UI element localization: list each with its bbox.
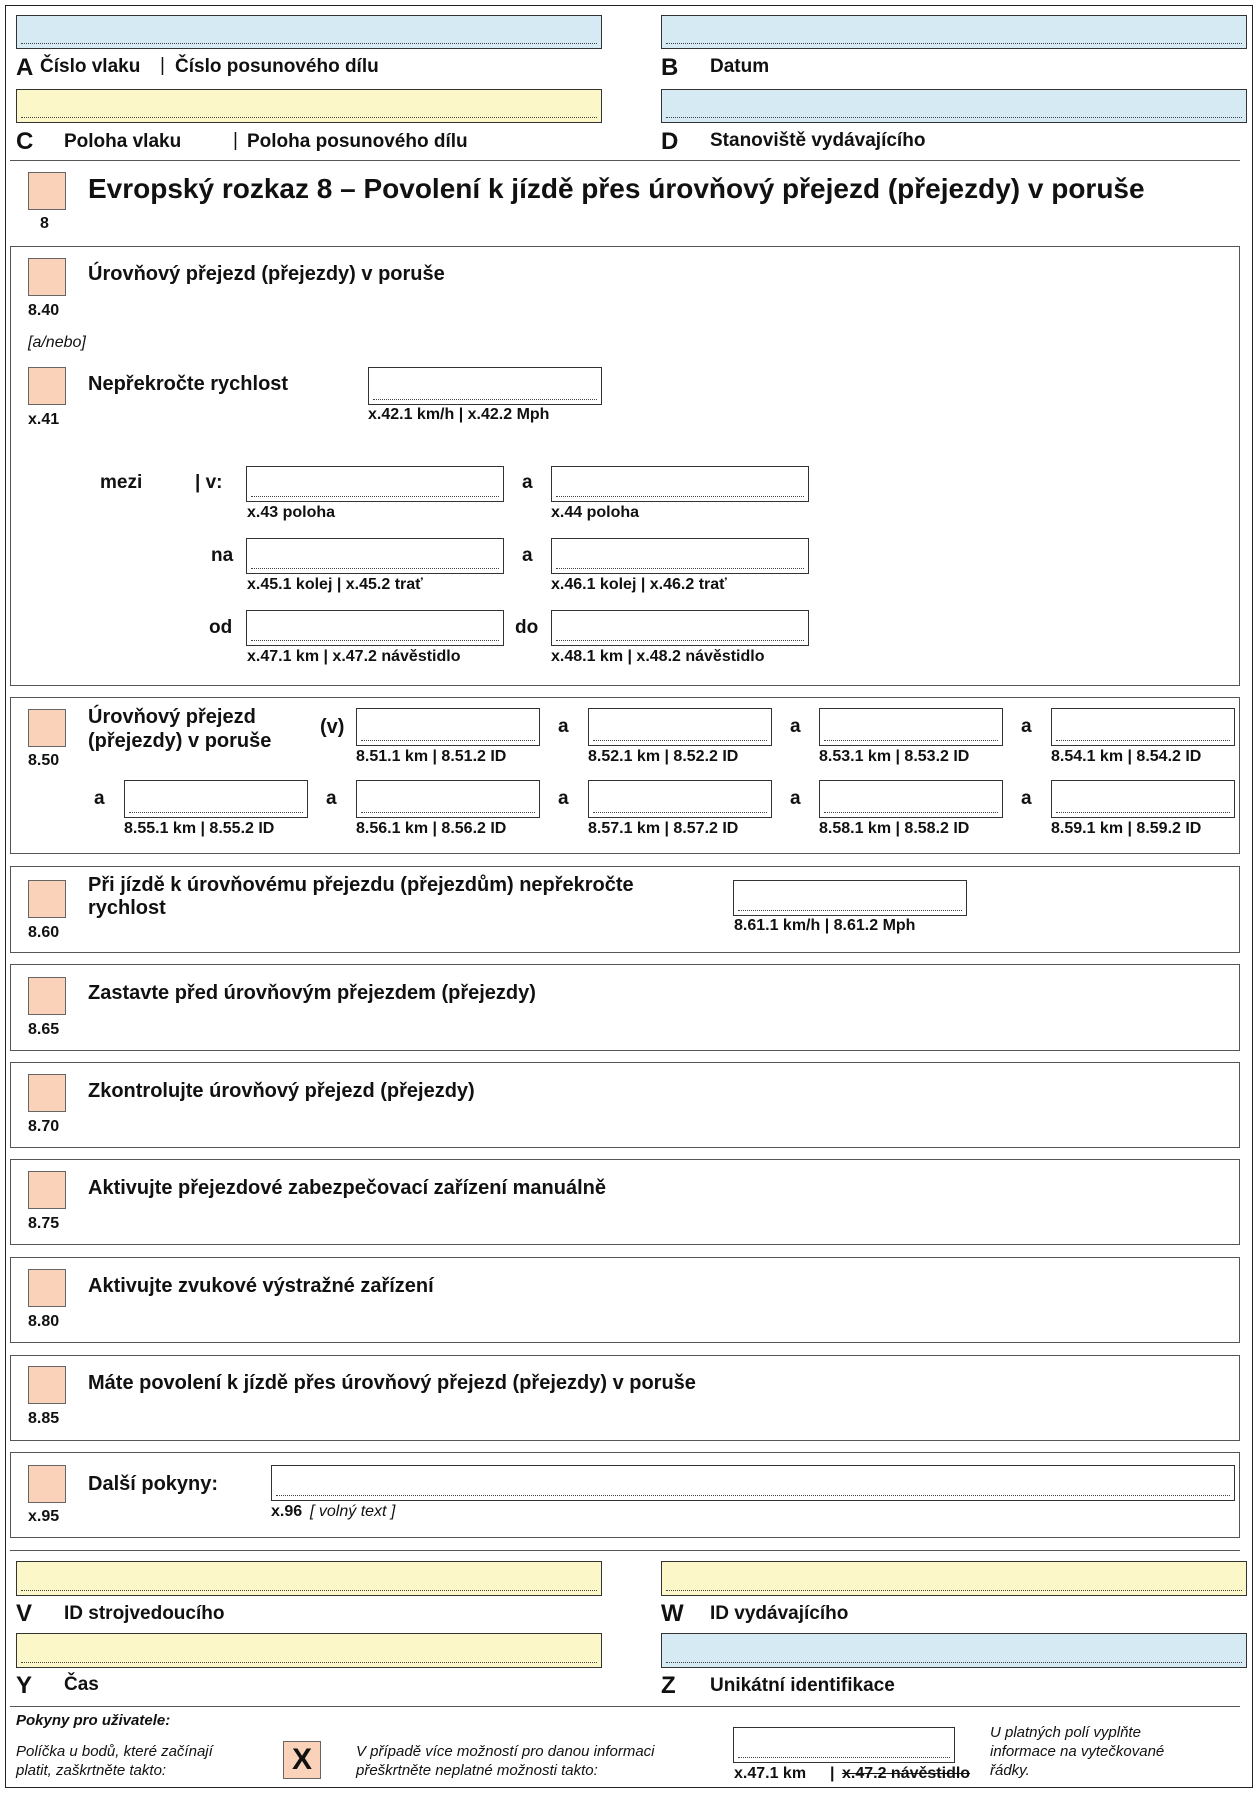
example-field [733,1727,955,1763]
to-label: do [515,617,539,638]
instructions-right-line1: U platných polí vyplňte [990,1724,1141,1741]
x45-sub: x.45.1 kolej | x.45.2 trať [247,576,423,593]
unique-id-field[interactable] [661,1633,1247,1668]
checkbox-8-70[interactable] [28,1074,66,1112]
section-8-85 [10,1355,1240,1441]
field-letter-w: W [661,1600,684,1627]
track-to-field[interactable] [551,538,809,574]
title-x-95: Další pokyny: [88,1473,219,1495]
crossing-field-8-53[interactable] [819,708,1003,746]
and-label: a [326,788,337,809]
crossing-input-8-56[interactable] [357,781,539,817]
sub-8-58: 8.58.1 km | 8.58.2 ID [819,820,970,837]
and-label: a [790,788,801,809]
crossing-field-8-55[interactable] [124,780,308,818]
train-location-label: Poloha vlaku [64,131,182,152]
instructions-mid-line1: V případě více možností pro danou informaci [356,1743,655,1760]
instructions-left-line1: Políčka u bodů, které začínají [16,1743,213,1760]
crossing-field-8-51[interactable] [356,708,540,746]
speed-limit-input[interactable] [369,368,601,404]
sub-8-59: 8.59.1 km | 8.59.2 ID [1051,820,1202,837]
footer-divider [10,1550,1240,1551]
issuer-id-input[interactable] [662,1562,1246,1595]
label-separator: | [160,55,165,76]
checkbox-8-50[interactable] [28,709,66,747]
issuer-id-field[interactable] [661,1561,1247,1596]
unique-id-input[interactable] [662,1634,1246,1667]
example-checked-checkbox [283,1741,321,1779]
code-8-75: 8.75 [28,1215,60,1232]
track-from-input[interactable] [247,539,503,573]
title-8-50-line2: (přejezdy) v poruše [88,730,272,752]
date-input[interactable] [662,16,1246,48]
instructions-mid-line2: přeškrtněte neplatné možnosti takto: [356,1762,598,1779]
crossing-input-8-52[interactable] [589,709,771,745]
crossing-input-8-54[interactable] [1052,709,1234,745]
free-text-sub-text: [ volný text ] [310,1503,396,1520]
and-label: a [522,472,533,493]
date-label: Datum [710,56,770,77]
order-8-code: 8 [40,215,49,232]
crossing-input-8-55[interactable] [125,781,307,817]
section-8-75 [10,1159,1240,1245]
instructions-divider [10,1706,1240,1707]
section-8-80 [10,1257,1240,1343]
issuer-post-field[interactable] [661,89,1247,123]
driver-id-input[interactable] [17,1562,601,1595]
instructions-right-line3: řádky. [990,1762,1030,1779]
date-field[interactable] [661,15,1247,49]
crossing-input-8-53[interactable] [820,709,1002,745]
time-input[interactable] [17,1634,601,1667]
km-signal-from-input[interactable] [247,611,503,645]
page-title: Evropský rozkaz 8 – Povolení k jízdě přes úrovňový přejezd (přejezdy) v poruše [88,173,1145,204]
unique-id-label: Unikátní identifikace [710,1675,895,1696]
title-8-60-line2: rychlost [88,897,166,919]
train-location-field[interactable] [16,89,602,123]
between-label: mezi [100,472,143,493]
driver-id-label: ID strojvedoucího [64,1603,225,1624]
header-divider [10,160,1240,161]
crossing-field-8-58[interactable] [819,780,1003,818]
example-sub-km: x.47.1 km [734,1765,807,1782]
from-label: od [209,617,233,638]
track-to-input[interactable] [552,539,808,573]
and-label: a [558,716,569,737]
code-x-95: x.95 [28,1508,60,1525]
title-8-60-line1: Při jízdě k úrovňovému přejezdu (přejezdům) nepřekročte [88,874,634,896]
shunting-unit-location-label: Poloha posunového dílu [247,131,468,152]
code-8-40: 8.40 [28,302,60,319]
time-label: Čas [64,1674,99,1695]
x44-sub: x.44 poloha [551,504,640,521]
x47-sub: x.47.1 km | x.47.2 návěstidlo [247,648,461,665]
sub-8-53: 8.53.1 km | 8.53.2 ID [819,748,970,765]
time-field[interactable] [16,1633,602,1668]
instructions-left-line2: platit, zaškrtněte takto: [16,1762,167,1779]
title-8-70: Zkontrolujte úrovňový přejezd (přejezdy) [88,1080,475,1102]
title-8-50-line1: Úrovňový přejezd [88,706,256,728]
code-8-80: 8.80 [28,1313,60,1330]
sub-8-56: 8.56.1 km | 8.56.2 ID [356,820,507,837]
and-or-note: [a/nebo] [28,334,86,351]
km-signal-from-field[interactable] [246,610,504,646]
sub-8-54: 8.54.1 km | 8.54.2 ID [1051,748,1202,765]
and-label: a [1021,788,1032,809]
crossing-field-8-59[interactable] [1051,780,1235,818]
x48-sub: x.48.1 km | x.48.2 návěstidlo [551,648,765,665]
field-letter-b: B [661,54,679,81]
free-text-sub-code: x.96 [271,1503,303,1520]
sub-8-52: 8.52.1 km | 8.52.2 ID [588,748,739,765]
field-letter-a: A [16,54,34,81]
code-8-85: 8.85 [28,1410,60,1427]
km-signal-to-input[interactable] [552,611,808,645]
sub-8-51: 8.51.1 km | 8.51.2 ID [356,748,507,765]
x-mark-icon: X [291,1743,312,1776]
in-label-8-50: (v) [320,716,345,738]
checkbox-x-41[interactable] [28,367,66,405]
x46-sub: x.46.1 kolej | x.46.2 trať [551,576,727,593]
code-x-41: x.41 [28,411,60,428]
title-8-65: Zastavte před úrovňovým přejezdem (přejezdy) [88,982,536,1004]
section-8-65 [10,964,1240,1051]
checkbox-8-75[interactable] [28,1171,66,1209]
title-8-40: Úrovňový přejezd (přejezdy) v poruše [88,263,445,285]
example-sub-signal-struck: x.47.2 návěstidlo [842,1765,971,1782]
checkbox-8-80[interactable] [28,1269,66,1307]
checkbox-x-95[interactable] [28,1465,66,1503]
field-letter-v: V [16,1600,33,1627]
field-letter-z: Z [661,1672,676,1699]
code-8-65: 8.65 [28,1021,60,1038]
train-location-input[interactable] [17,90,601,122]
crossing-input-8-58[interactable] [820,781,1002,817]
code-8-70: 8.70 [28,1118,60,1135]
km-signal-to-field[interactable] [551,610,809,646]
location-from-input[interactable] [247,467,503,501]
crossing-field-8-57[interactable] [588,780,772,818]
instructions-heading: Pokyny pro uživatele: [16,1712,171,1729]
train-number-label: Číslo vlaku [40,56,141,77]
checkbox-8-40[interactable] [28,258,66,296]
order-8-checkbox[interactable] [28,172,66,210]
and-label: a [790,716,801,737]
crossing-field-8-54[interactable] [1051,708,1235,746]
shunting-unit-number-label: Číslo posunového dílu [175,56,379,77]
issuer-id-label: ID vydávajícího [710,1603,849,1624]
issuer-post-input[interactable] [662,90,1246,122]
and-label: a [94,788,105,809]
in-label: | v: [195,472,223,493]
free-text-input[interactable] [272,1466,1234,1500]
label-separator: | [233,130,238,151]
crossing-input-8-59[interactable] [1052,781,1234,817]
crossing-field-8-56[interactable] [356,780,540,818]
title-8-85: Máte povolení k jízdě přes úrovňový přejezd (přejezdy) v poruše [88,1372,696,1394]
field-letter-d: D [661,128,679,155]
and-label: a [522,545,533,566]
title-x-41: Nepřekročte rychlost [88,373,289,395]
instructions-right-line2: informace na vytečkované [990,1743,1165,1760]
track-from-field[interactable] [246,538,504,574]
location-to-input[interactable] [552,467,808,501]
section-8-70 [10,1062,1240,1148]
crossing-field-8-52[interactable] [588,708,772,746]
and-label: a [558,788,569,809]
checkbox-8-85[interactable] [28,1366,66,1404]
code-8-50: 8.50 [28,752,60,769]
crossing-speed-input[interactable] [734,881,966,915]
driver-id-field[interactable] [16,1561,602,1596]
free-text-field[interactable] [271,1465,1235,1501]
field-letter-c: C [16,128,34,155]
issuer-post-label: Stanoviště vydávajícího [710,130,926,151]
sub-8-55: 8.55.1 km | 8.55.2 ID [124,820,275,837]
crossing-speed-field[interactable] [733,880,967,916]
example-sub-separator: | [830,1765,835,1782]
location-to-field[interactable] [551,466,809,502]
and-label: a [1021,716,1032,737]
crossing-input-8-51[interactable] [357,709,539,745]
title-8-75: Aktivujte přejezdové zabezpečovací zařízení manuálně [88,1177,606,1199]
sub-8-61: 8.61.1 km/h | 8.61.2 Mph [734,917,916,934]
checkbox-8-60[interactable] [28,880,66,918]
field-letter-y: Y [16,1672,33,1699]
crossing-input-8-57[interactable] [589,781,771,817]
title-8-80: Aktivujte zvukové výstražné zařízení [88,1275,434,1297]
sub-8-57: 8.57.1 km | 8.57.2 ID [588,820,739,837]
train-number-field[interactable] [16,15,602,49]
code-8-60: 8.60 [28,924,60,941]
x43-sub: x.43 poloha [247,504,336,521]
location-from-field[interactable] [246,466,504,502]
speed-limit-field[interactable] [368,367,602,405]
on-label: na [211,545,234,566]
speed-limit-sub: x.42.1 km/h | x.42.2 Mph [368,406,550,423]
train-number-input[interactable] [17,16,601,48]
checkbox-8-65[interactable] [28,977,66,1015]
